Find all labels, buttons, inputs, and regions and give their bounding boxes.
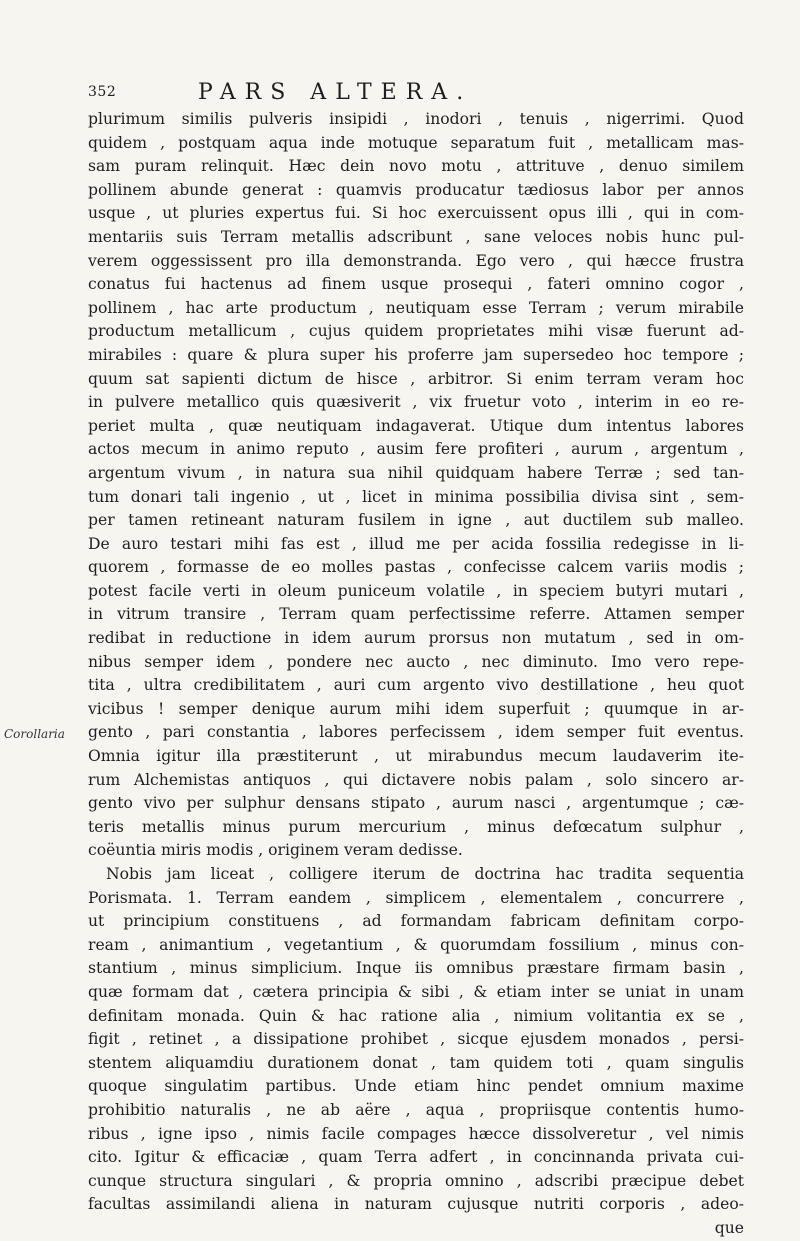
text-line: potest facile verti in oleum puniceum volatile , in speciem butyri mutari , (88, 581, 744, 600)
text-line: verem oggessissent pro illa demonstranda. Ego vero , qui hæcce frustra (88, 251, 744, 270)
text-line: quum sat sapienti dictum de hisce , arbitror. Si enim terram veram hoc (88, 369, 744, 388)
text-line: quoque singulatim partibus. Unde etiam hinc pendet omnium maxime (88, 1077, 744, 1096)
catchword: que (714, 1218, 744, 1237)
text-line: per tamen retineant naturam fusilem in igne , aut ductilem sub malleo. (88, 511, 744, 530)
text-line: actos mecum in animo reputo , ausim fere profiteri , aurum , argentum , (88, 440, 744, 459)
text-line: stantium , minus simplicium. Inque iis omnibus præstare firmam basin , (88, 959, 744, 978)
page-number: 352 (88, 84, 117, 100)
text-line: quæ formam dat , cætera principia & sibi , & etiam inter se uniat in unam (88, 982, 744, 1001)
text-line: pollinem abunde generat : quamvis producatur tædiosus labor per annos (88, 180, 744, 199)
running-title: PARS ALTERA. (198, 80, 473, 105)
page-header (88, 80, 744, 106)
text-line: Porismata. 1. Terram eandem , simplicem , elementalem , concurrere , (88, 888, 744, 907)
text-line: Omnia igitur illa præstiterunt , ut mirabundus mecum laudaverim ite- (88, 747, 744, 766)
text-line: tita , ultra credibilitatem , auri cum argento vivo destillatione , heu quot (88, 676, 744, 695)
text-line: plurimum similis pulveris insipidi , inodori , tenuis , nigerrimi. Quod (88, 110, 744, 128)
text-line: vicibus ! semper denique aurum mihi idem superfuit ; quumque in ar- (88, 699, 744, 718)
text-line: usque , ut pluries expertus fui. Si hoc exercuissent opus illi , qui in com- (88, 204, 744, 223)
text-line: periet multa , quæ neutiquam indagaverat. Utique dum intentus labores (88, 416, 744, 435)
text-line: gento vivo per sulphur densans stipato , aurum nasci , argentumque ; cæ- (88, 794, 744, 813)
text-line: gento , pari constantia , labores perfecissem , idem semper fuit eventus. (88, 723, 744, 742)
text-line: De auro testari mihi fas est , illud me per acida fossilia redegisse in li- (88, 534, 744, 553)
text-line: redibat in reductione in idem aurum prorsus non mutatum , sed in om- (88, 629, 744, 648)
text-line: in vitrum transire , Terram quam perfectissime referre. Attamen semper (88, 605, 744, 624)
text-line: facultas assimilandi aliena in naturam cujusque nutriti corporis , adeo- (88, 1195, 744, 1214)
text-line: mentariis suis Terram metallis adscribunt , sane veloces nobis hunc pul- (88, 227, 744, 246)
text-line: stentem aliquamdiu durationem donat , tam quidem toti , quam singulis (88, 1053, 744, 1072)
text-line: pollinem , hac arte productum , neutiquam esse Terram ; verum mirabile (88, 298, 744, 317)
text-line: ribus , igne ipso , nimis facile compages hæcce dissolveretur , vel nimis (88, 1124, 744, 1143)
text-line: conatus fui hactenus ad finem usque prosequi , fateri omnino cogor , (88, 275, 744, 294)
text-line: prohibitio naturalis , ne ab aëre , aqua , propriisque contentis humo- (88, 1100, 744, 1119)
text-line: teris metallis minus purum mercurium , minus defœcatum sulphur , (88, 817, 744, 836)
text-line: ut principium constituens , ad formandam fabricam definitam corpo- (88, 912, 744, 931)
text-line: quidem , postquam aqua inde motuque separatum fuit , metallicam mas- (88, 133, 744, 152)
text-line: nibus semper idem , pondere nec aucto , nec diminuto. Imo vero repe- (88, 652, 744, 671)
text-line: definitam monada. Quin & hac ratione alia , nimium volitantia ex se , (88, 1006, 744, 1025)
text-line: ream , animantium , vegetantium , & quorumdam fossilium , minus con- (88, 935, 744, 954)
text-line: rum Alchemistas antiquos , qui dictavere nobis palam , solo sincero ar- (88, 770, 744, 789)
text-line: cito. Igitur & efficaciæ , quam Terra adfert , in concinnanda privata cui- (88, 1148, 744, 1167)
text-line: cunque structura singulari , & propria omnino , adscribi præcipue debet (88, 1171, 744, 1190)
text-line: figit , retinet , a dissipatione prohibet , sicque ejusdem monados , persi- (88, 1030, 744, 1049)
text-line: coëuntia miris modis , originem veram dedisse. (88, 841, 463, 860)
text-line: tum donari tali ingenio , ut , licet in minima possibilia divisa sint , sem- (88, 487, 744, 506)
text-line: argentum vivum , in natura sua nihil quidquam habere Terræ ; sed tan- (88, 463, 744, 482)
text-line: sam puram relinquit. Hæc dein novo motu , attrituve , denuo similem (88, 157, 744, 176)
text-line: productum metallicum , cujus quidem proprietates mihi visæ fuerunt ad- (88, 322, 744, 341)
text-line: quorem , formasse de eo molles pastas , confecisse calcem variis modis ; (88, 558, 744, 577)
text-line: in pulvere metallico quis quæsiverit , vix fruetur voto , interim in eo re- (88, 393, 744, 412)
margin-note: Corollaria (4, 727, 65, 741)
text-line: mirabiles : quare & plura super his proferre jam supersedeo hoc tempore ; (88, 345, 744, 364)
body-text (88, 108, 744, 1241)
text-line: Nobis jam liceat , colligere iterum de doctrina hac tradita sequentia (106, 865, 744, 883)
